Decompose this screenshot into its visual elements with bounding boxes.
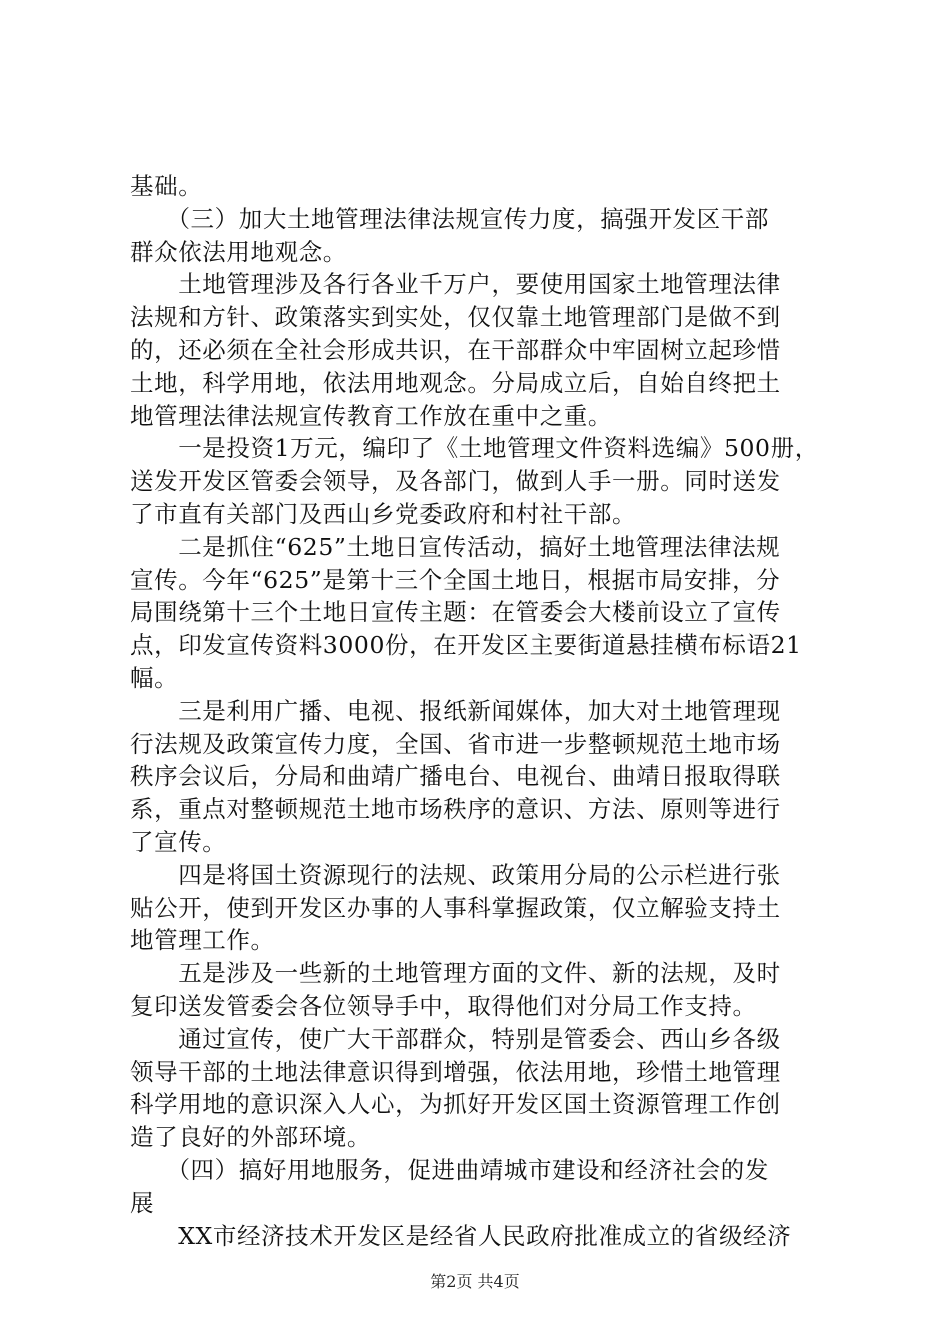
text-line: 行法规及政策宣传力度，全国、省市进一步整顿规范土地市场 <box>130 729 781 758</box>
text-line: 造了良好的外部环境。 <box>130 1123 371 1152</box>
section-heading-3: （三）加大土地管理法律法规宣传力度，搞强开发区干部 <box>130 204 769 233</box>
text-line: 的，还必须在全社会形成共识，在干部群众中牢固树立起珍惜 <box>130 335 781 364</box>
text-line: 法规和方针、政策落实到实处，仅仅靠土地管理部门是做不到 <box>130 303 781 332</box>
text-line: 复印送发管委会各位领导手中，取得他们对分局工作支持。 <box>130 991 757 1020</box>
text-line: 科学用地的意识深入人心，为抓好开发区国土资源管理工作创 <box>130 1090 781 1119</box>
text-line: 领导干部的土地法律意识得到增强，依法用地，珍惜土地管理 <box>130 1057 781 1086</box>
text-line: XX市经济技术开发区是经省人民政府批准成立的省级经济 <box>130 1221 792 1250</box>
text-line: 基础。 <box>130 172 203 200</box>
text-line: 通过宣传，使广大干部群众，特别是管委会、西山乡各级 <box>130 1024 781 1053</box>
page-footer: 第2页 共4页 <box>430 1272 520 1291</box>
text-line: 地管理工作。 <box>130 926 275 955</box>
text-line: 地管理法律法规宣传教育工作放在重中之重。 <box>130 401 612 430</box>
text-line: 土地，科学用地，依法用地观念。分局成立后，自始自终把土 <box>130 368 781 397</box>
text-line: 了宣传。 <box>130 827 227 856</box>
text-line: 群众依法用地观念。 <box>130 237 347 266</box>
text-line: 贴公开，使到开发区办事的人事科掌握政策，仅立解验支持土 <box>130 893 781 922</box>
text-line: 五是涉及一些新的土地管理方面的文件、新的法规，及时 <box>130 959 781 988</box>
text-line: 土地管理涉及各行各业千万户，要使用国家土地管理法律 <box>130 270 781 299</box>
text-line: 系，重点对整顿规范土地市场秩序的意识、方法、原则等进行 <box>130 795 781 824</box>
document-body <box>130 170 830 1252</box>
text-line: 宣传。今年“625”是第十三个全国土地日，根据市局安排，分 <box>130 565 781 594</box>
text-line: 二是抓住“625”土地日宣传活动，搞好土地管理法律法规 <box>130 532 781 561</box>
text-line: 送发开发区管委会领导，及各部门，做到人手一册。同时送发 <box>130 467 781 496</box>
text-line: 一是投资1万元，编印了《土地管理文件资料选编》500册， <box>130 434 819 463</box>
text-line: 展 <box>130 1188 155 1217</box>
text-line: 四是将国土资源现行的法规、政策用分局的公示栏进行张 <box>130 860 781 889</box>
section-heading-4: （四）搞好用地服务，促进曲靖城市建设和经济社会的发 <box>130 1155 769 1184</box>
text-line: 三是利用广播、电视、报纸新闻媒体，加大对土地管理现 <box>130 696 781 725</box>
text-line: 局围绕第十三个土地日宣传主题：在管委会大楼前设立了宣传 <box>130 598 781 627</box>
text-line: 了市直有关部门及西山乡党委政府和村社干部。 <box>130 499 637 528</box>
text-line: 点，印发宣传资料3000份，在开发区主要街道悬挂横布标语21 <box>130 631 802 660</box>
text-line: 幅。 <box>130 663 179 692</box>
text-line: 秩序会议后，分局和曲靖广播电台、电视台、曲靖日报取得联 <box>130 762 781 791</box>
